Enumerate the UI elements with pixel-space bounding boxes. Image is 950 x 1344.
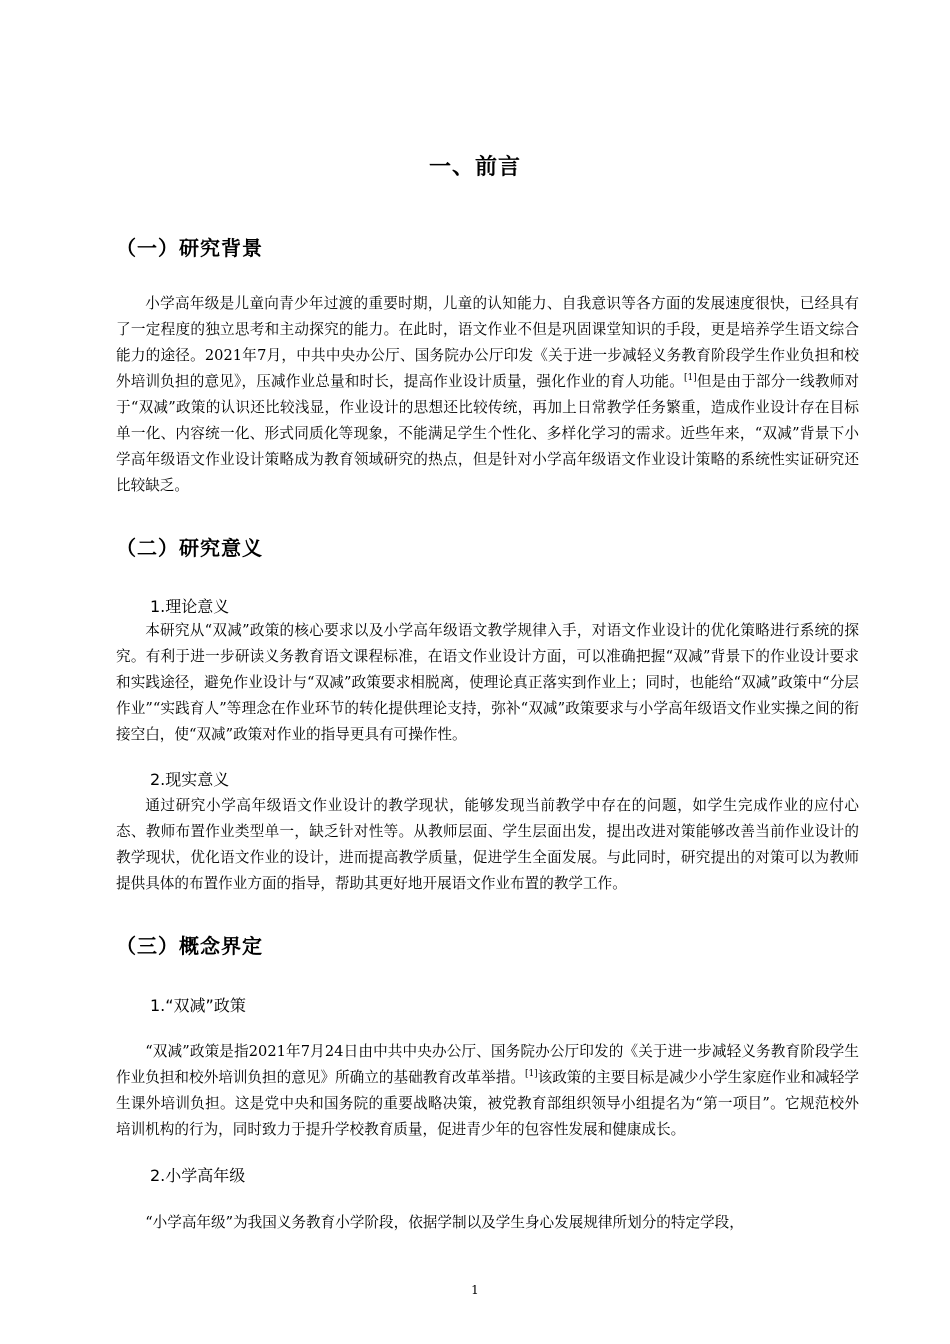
paragraph-background-text-a: 小学高年级是儿童向青少年过渡的重要时期，儿童的认知能力、自我意识等各方面的发展速度很快，已经具有了一定程度的独立思考和主动探究的能力。在此时，语文作业不但是巩固课堂知识的手段，更是培养学生语文综合能力的途径。2021年7月，中共中央办公厅、国务院办公厅印发《关于进一步减轻义务教育阶段学生作业负担和校外培训负担的意见》，压减作业总量和时长，提高作业设计质量，强化作业的育人功能。: [116, 295, 859, 390]
paragraph-upper-grades: “小学高年级”为我国义务教育小学阶段，依据学制以及学生身心发展规律所划分的特定学段，: [145, 1214, 744, 1231]
paragraph-double-reduction-text-b: 该政策的主要目标是减少小学生家庭作业和减轻学生课外培训负担。这是党中央和国务院的重要战略决策，被党教育部组织领导小组提名为“第一项目”。它规范校外培训机构的行为，同时致力于提升学校教育质量，促进青少年的包容性发展和健康成长。: [116, 1069, 859, 1138]
section-heading-significance: （二）研究意义: [116, 536, 263, 560]
subheading-double-reduction: 1.“双减”政策: [150, 996, 246, 1015]
paragraph-background: [116, 291, 859, 499]
section-heading-background: （一）研究背景: [116, 236, 263, 260]
subheading-theoretical: 1.理论意义: [150, 597, 230, 616]
citation-ref: [1]: [683, 373, 697, 384]
paragraph-theoretical: 本研究从“双减”政策的核心要求以及小学高年级语文教学规律入手，对语文作业设计的优化策略进行系统的探究。有利于进一步研读义务教育语文课程标准，在语文作业设计方面，可以准确把握“双减”背景下的作业设计要求和实践途径，避免作业设计与“双减”政策要求相脱离，使理论真正落实到作业上；同时，也能给“双减”政策中“分层作业”“实践育人”等理念在作业环节的转化提供理论支持，弥补“双减”政策要求与小学高年级语文作业实操之间的衔接空白，使“双减”政策对作业的指导更具有可操作性。: [116, 622, 859, 743]
subheading-practical: 2.现实意义: [150, 770, 230, 789]
section-heading-definitions: （三）概念界定: [116, 934, 263, 958]
paragraph-background-text-b: 但是由于部分一线教师对于“双减”政策的认识还比较浅显，作业设计的思想还比较传统，再加上日常教学任务繁重，造成作业设计存在目标单一化、内容统一化、形式同质化等现象，不能满足学生个性化、多样化学习的需求。近些年来，“双减”背景下小学高年级语文作业设计策略成为教育领域研究的热点，但是针对小学高年级语文作业设计策略的系统性实证研究还比较缺乏。: [116, 373, 859, 494]
paragraph-double-reduction: [116, 1039, 859, 1143]
citation-ref: [1]: [524, 1069, 538, 1080]
subheading-upper-grades: 2.小学高年级: [150, 1166, 246, 1185]
paragraph-double-reduction-text-a: “双减”政策是指2021年7月24日由中共中央办公厅、国务院办公厅印发的《关于进一步减轻义务教育阶段学生作业负担和校外培训负担的意见》所确立的基础教育改革举措。: [116, 1043, 859, 1086]
chapter-title: 一、前言: [428, 155, 521, 180]
paragraph-practical: 通过研究小学高年级语文作业设计的教学现状，能够发现当前教学中存在的问题，如学生完成作业的应付心态、教师布置作业类型单一，缺乏针对性等。从教师层面、学生层面出发，提出改进对策能够改善当前作业设计的教学现状，优化语文作业的设计，进而提高教学质量，促进学生全面发展。与此同时，研究提出的对策可以为教师提供具体的布置作业方面的指导，帮助其更好地开展语文作业布置的教学工作。: [116, 797, 859, 892]
page-number: 1: [471, 1283, 479, 1297]
